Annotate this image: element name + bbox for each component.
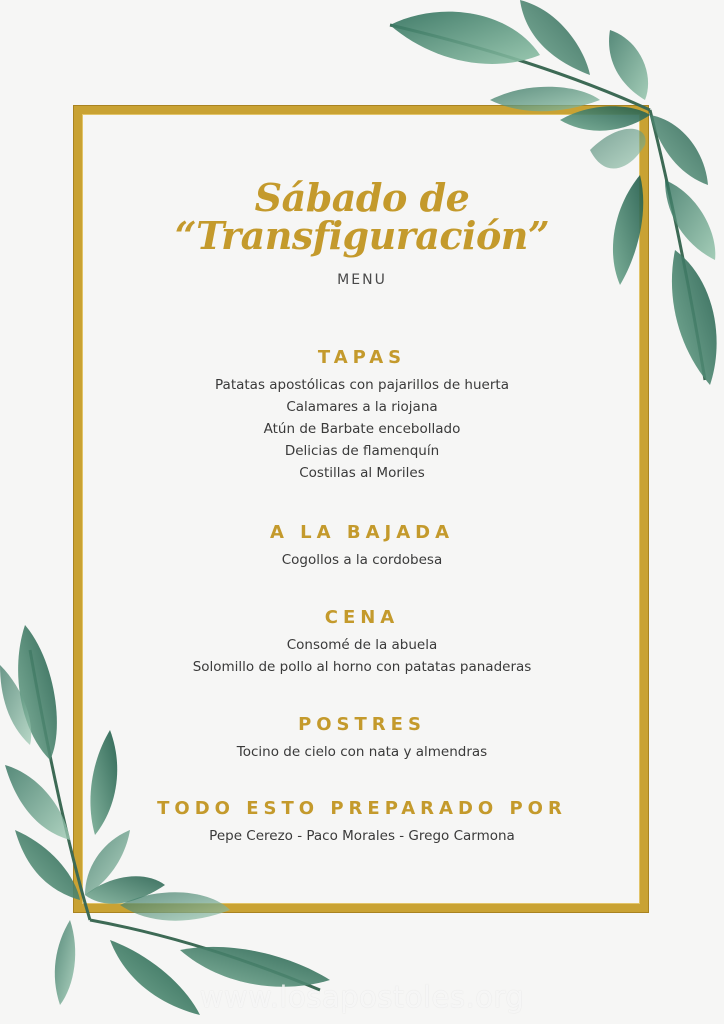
section-tapas [0,346,724,484]
menu-item: Costillas al Moriles [299,465,425,481]
section-cena [0,606,724,678]
menu-item: Cogollos a la cordobesa [281,552,443,568]
menu-item: Patatas apostólicas con pajarillos de huerta [215,377,509,393]
menu-item: Atún de Barbate encebollado [263,421,461,437]
section-credits [0,797,724,847]
section-postres [0,713,724,763]
section-heading: POSTRES [298,714,426,735]
menu-item: Tocino de cielo con nata y almendras [236,744,488,760]
menu-item: Calamares a la riojana [286,399,438,415]
section-heading: TODO ESTO PREPARADO POR [157,798,567,819]
section-a-la-bajada [0,521,724,571]
section-heading: TAPAS [317,347,407,368]
menu-title-line-1: Sábado de [254,175,470,220]
menu-item: Delicias de flamenquín [284,443,440,459]
section-heading: CENA [324,607,400,628]
menu-item: Consomé de la abuela [286,637,438,653]
menu-title-line-2: “Transfiguración” [174,213,550,258]
credits-names: Pepe Cerezo - Paco Morales - Grego Carmona [209,828,515,844]
website-watermark: www.losapostoles.org [199,980,525,1014]
menu-item: Solomillo de pollo al horno con patatas panaderas [192,659,532,675]
menu-subtitle: MENU [337,272,387,288]
section-heading: A LA BAJADA [269,522,454,543]
